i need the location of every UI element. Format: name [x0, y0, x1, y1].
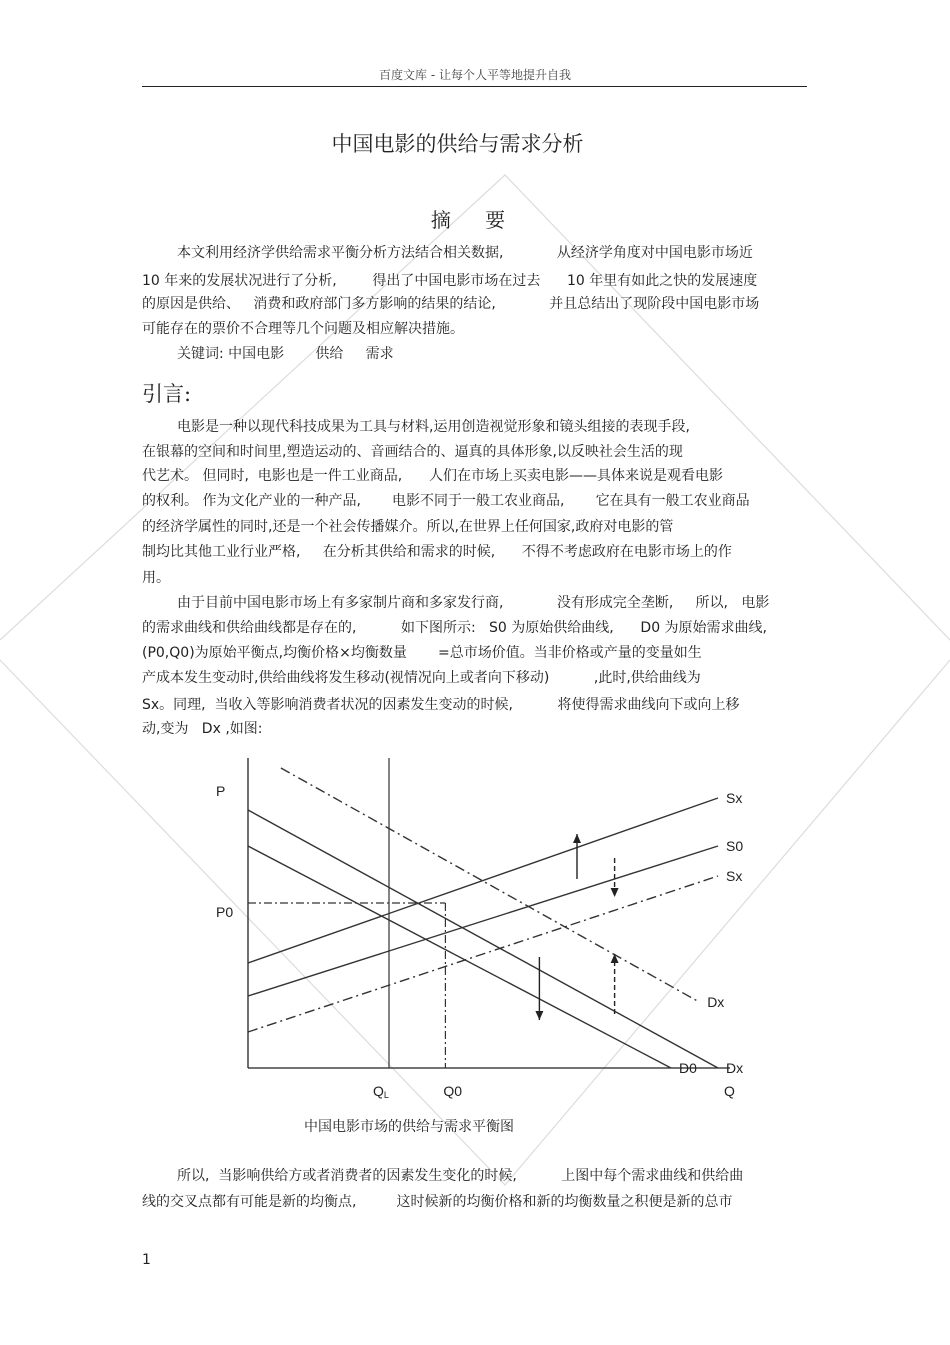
shift-arrow-up-dx-head [611, 954, 619, 963]
q0-tick-label: Q0 [443, 1083, 463, 1099]
intro-line: 电影是一种以现代科技成果为工具与材料,运用创造视觉形象和镜头组接的表现手段, [177, 419, 690, 435]
body-line: 线的交叉点都有可能是新的均衡点, 这时候新的均衡价格和新的均衡数量之积便是新的总市 [142, 1194, 733, 1210]
series-line-dx-5 [281, 768, 699, 1002]
page-number: 1 [142, 1252, 151, 1268]
header-rule [142, 86, 807, 87]
series-label-s0-0: S0 [726, 838, 744, 854]
intro-line: Sx。同理, 当收入等影响消费者状况的因素发生变动的时候, 将使得需求曲线向下或向上移 [142, 697, 740, 713]
abstract-line: 10 年来的发展状况进行了分析, 得出了中国电影市场在过去 10 年里有如此之快的发展速度 [142, 273, 758, 289]
series-label-sx-1: Sx [726, 790, 743, 806]
abstract-line: 的原因是供给、 消费和政府部门多方影响的结果的结论, 并且总结出了现阶段中国电影市场 [142, 296, 760, 312]
series-line-sx-2 [248, 876, 718, 1032]
p0-tick-label: P0 [216, 904, 234, 920]
intro-line: 在银幕的空间和时间里,塑造运动的、音画结合的、逼真的具体形象,以反映社会生活的现 [142, 444, 683, 460]
series-label-dx-5: Dx [707, 994, 725, 1010]
series-label-sx-2: Sx [726, 868, 743, 884]
intro-line: 动,变为 Dx ,如图: [142, 721, 263, 737]
intro-line: (P0,Q0)为原始平衡点,均衡价格×均衡数量 =总市场价值。当非价格或产量的变量如生 [142, 645, 702, 661]
series-line-d0-3 [248, 846, 671, 1068]
shift-arrow-up-sx-head [573, 834, 581, 843]
page-header: 百度文库 - 让每个人平等地提升自我 [379, 68, 571, 82]
abstract-line: 可能存在的票价不合理等几个问题及相应解决措施。 [142, 321, 464, 337]
x-axis-label: Q [724, 1083, 735, 1099]
body-line: 所以, 当影响供给方或者消费者的因素发生变化的时候, 上图中每个需求曲线和供给曲 [177, 1168, 744, 1184]
abstract-line: 本文利用经济学供给需求平衡分析方法结合相关数据, 从经济学角度对中国电影市场近 [177, 245, 753, 261]
series-label-dx-4: Dx [726, 1060, 744, 1076]
y-axis-label: P [216, 783, 226, 799]
supply-demand-chart [200, 750, 744, 1110]
document-title: 中国电影的供给与需求分析 [331, 132, 584, 156]
keywords-line: 关键词: 中国电影 供给 需求 [177, 346, 394, 362]
ql-tick-label: QL [373, 1083, 389, 1100]
intro-line: 代艺术。 但同时, 电影也是一件工业商品, 人们在市场上买卖电影——具体来说是观看电影 [142, 468, 723, 484]
abstract-heading: 摘 要 [430, 208, 520, 232]
intro-line: 的权利。 作为文化产业的一种产品, 电影不同于一般工农业商品, 它在具有一般工农业商品 [142, 493, 750, 509]
intro-line: 制均比其他工业行业严格, 在分析其供给和需求的时候, 不得不考虑政府在电影市场上的作 [142, 544, 732, 560]
series-line-dx-4 [248, 810, 718, 1068]
intro-heading: 引言: [142, 382, 192, 406]
intro-line: 产成本发生变动时,供给曲线将发生移动(视情况向上或者向下移动) ,此时,供给曲线为 [142, 670, 701, 686]
series-label-d0-3: D0 [679, 1060, 697, 1076]
shift-arrow-down-dx-head [535, 1011, 543, 1020]
intro-line: 由于目前中国电影市场上有多家制片商和多家发行商, 没有形成完全垄断, 所以, 电影 [177, 595, 770, 611]
intro-line: 用。 [142, 570, 170, 586]
intro-line: 的经济学属性的同时,还是一个社会传播媒介。所以,在世界上任何国家,政府对电影的管 [142, 519, 674, 535]
intro-line: 的需求曲线和供给曲线都是存在的, 如下图所示: S0 为原始供给曲线, D0 为原始需求曲线, [142, 620, 768, 636]
figure-caption: 中国电影市场的供给与需求平衡图 [304, 1119, 514, 1135]
shift-arrow-down-sx-head [611, 888, 619, 897]
